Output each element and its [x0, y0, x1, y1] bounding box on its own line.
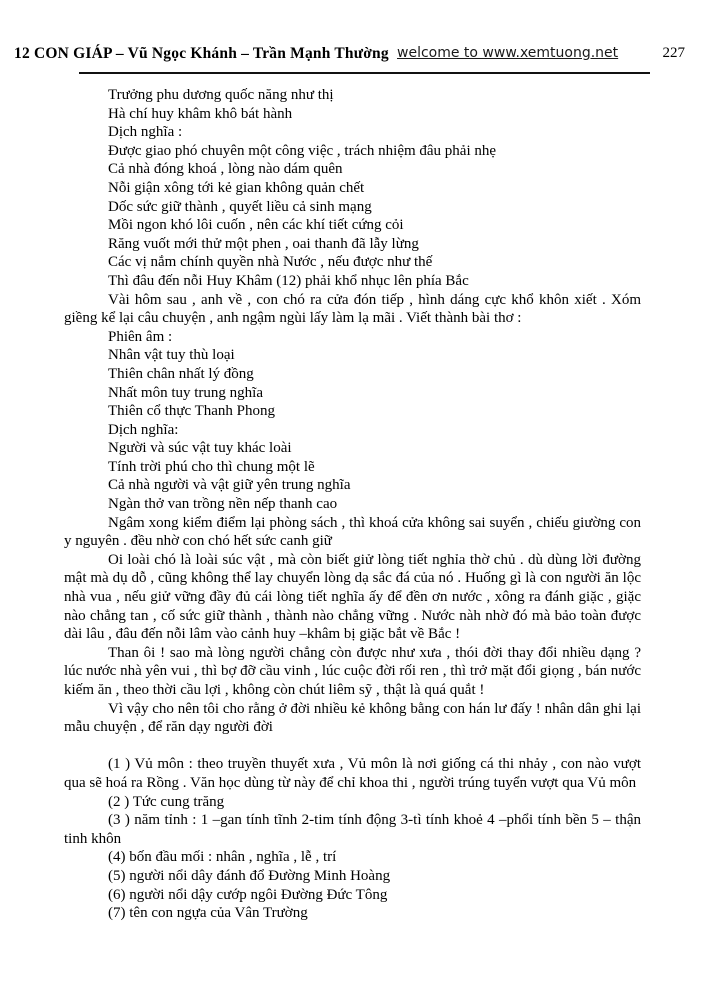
text-line: (6) người nổi dậy cướp ngôi Đường Đức Tông — [108, 886, 388, 903]
text-line: Trưởng phu dương quốc năng như thị — [108, 87, 334, 103]
text-line: Các vị nắm chính quyền nhà Nước , nếu được như thế — [108, 254, 433, 271]
spacer — [64, 737, 641, 756]
header-book-title: 12 CON GIÁP – Vũ Ngọc Khánh – Trần Mạnh Thường — [14, 45, 389, 62]
paragraph: Oi loài chó là loài súc vật , mà còn biết giử lòng tiết nghỉa thờ chủ . dù dùng lời đường mật mà dụ dỗ , cũng không thể lay chuyển lòng dạ sắc đá của nó . Huống gì là con người ăn lộc nhà vua , nếu giử vững đầy đủ cái lòng tiết nghĩa ấy để đền ơn nước , xông ra đánh giặc , giặc nào chẳng tan , cố sức giữ thành , thành nào chẳng vững . Nước nàh nhờ đó mà bảo toàn được dài lâu , đâu đến nỗi lâm vào cảnh huy –khâm bị giặc bắt về Bắc ! — [64, 551, 641, 643]
page-number: 227 — [662, 45, 685, 61]
header-rule — [79, 72, 650, 74]
text-line: (5) người nổi dây đánh đổ Đường Minh Hoàng — [108, 867, 391, 884]
text-line: (7) tên con ngựa của Vân Trường — [108, 905, 308, 922]
text-line: Nỗi giận xông tới kẻ gian không quản chết — [108, 179, 365, 196]
text-line: Được giao phó chuyên một công việc , trách nhiệm đâu phải nhẹ — [108, 142, 497, 159]
paragraph: Ngâm xong kiểm điểm lại phòng sách , thì khoá cửa không sai suyển , chiếu giường con y nguyên . đều nhờ con chó hết sức canh giữ — [64, 514, 641, 550]
paragraph: Vì vậy cho nên tôi cho rằng ở đời nhiều kẻ không bằng con hán lư đấy ! nhân dân ghi lại mẫu chuyện , để răn dạy người đời — [64, 700, 641, 736]
paragraph: Vài hôm sau , anh về , con chó ra cửa đón tiếp , hình dáng cực khổ khôn xiết . Xóm giềng kể lại câu chuyện , anh ngậm ngùi lấy làm lạ mãi . Viết thành bài thơ : — [64, 291, 641, 327]
paragraph: (3 ) năm tỉnh : 1 –gan tính tĩnh 2-tim tính động 3-tì tính khoẻ 4 –phổi tính bền 5 – thận tinh khôn — [64, 812, 641, 847]
text-line: Dốc sức giữ thành , quyết liều cả sinh mạng — [108, 198, 372, 215]
text-line: Nhất môn tuy trung nghĩa — [108, 384, 263, 401]
text-line: Răng vuốt mới thử một phen , oai thanh đã lẫy lừng — [108, 235, 419, 252]
text-line: Mồi ngon khó lôi cuốn , nên các khí tiết cứng cỏi — [108, 217, 404, 234]
text-line: Tính trời phú cho thì chung một lẽ — [108, 458, 315, 475]
text-line: (4) bốn đầu mối : nhân , nghĩa , lễ , trí — [108, 849, 337, 866]
text-line: Cả nhà người và vật giữ yên trung nghĩa — [108, 477, 351, 494]
text-line: Ngàn thở van trồng nền nếp thanh cao — [108, 496, 338, 513]
paragraph: Than ôi ! sao mà lòng người chẳng còn được như xưa , thói đời thay đổi nhiều dạng ? lúc nước nhà yên vui , thì bợ đỡ cầu vinh , lúc cuộc đời rối ren , thì trở mặt đổi giọng , bán nước kiếm ăn , theo thời cầu lợi , không còn chút liêm sỹ , thật là quá quắt ! — [64, 644, 641, 698]
text-line: Dịch nghĩa: — [108, 421, 179, 438]
text-line: Hà chí huy khâm khô bát hành — [108, 105, 293, 122]
text-line: Nhân vật tuy thù loại — [108, 347, 235, 364]
header-site-link: welcome to www.xemtuong.net — [397, 45, 619, 61]
text-line: Thiên chân nhất lý đồng — [108, 365, 254, 382]
body-text — [64, 86, 641, 923]
text-line: Cả nhà đóng khoá , lòng nào dám quên — [108, 161, 343, 178]
paragraph: (1 ) Vủ môn : theo truyền thuyết xưa , Vủ môn là nơi giống cá thi nhảy , con nào vượt qua sẽ hoá ra Rồng . Văn học dùng từ này để chỉ khoa thi , người trúng tuyển vượt qua Vủ môn — [64, 756, 641, 791]
text-line: Thì đâu đến nỗi Huy Khâm (12) phải khổ nhục lên phía Bắc — [108, 272, 469, 289]
text-line: (2 ) Tức cung trăng — [108, 793, 225, 810]
text-line: Phiên âm : — [108, 328, 173, 345]
text-line: Thiên cổ thực Thanh Phong — [108, 403, 275, 420]
text-line: Người và súc vật tuy khác loài — [108, 440, 292, 457]
text-line: Dịch nghĩa : — [108, 124, 183, 141]
